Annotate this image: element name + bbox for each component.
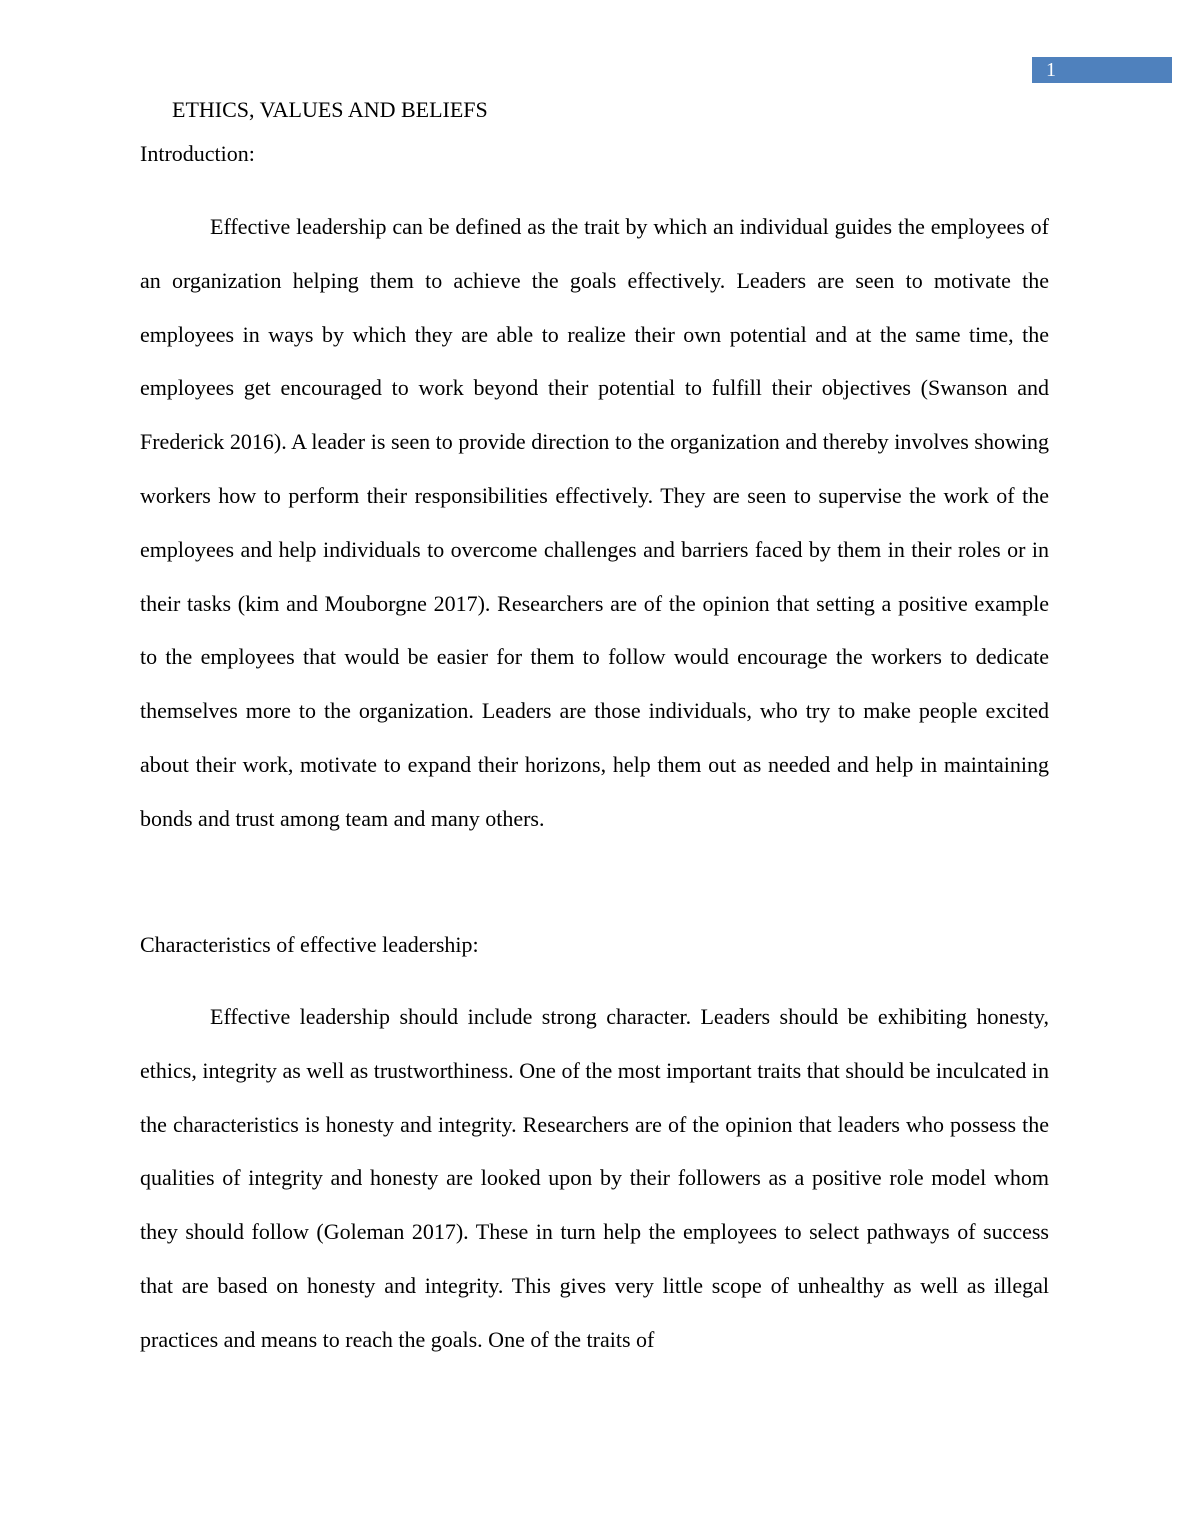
paragraph-introduction: Effective leadership can be defined as the trait by which an individual guides the employees of an organization helping them to achieve the goals effectively. Leaders are seen to motivate the employees in ways by which they are able to realize their own potential and at the same time, the employees get encouraged to work beyond their potential to fulfill their objectives (Swanson and Frederick 2016). A leader is seen to provide direction to the organization and thereby involves showing workers how to perform their responsibilities effectively. They are seen to supervise the work of the employees and help individuals to overcome challenges and barriers faced by them in their roles or in their tasks (kim and Mouborgne 2017). Researchers are of the opinion that setting a positive example to the employees that would be easier for them to follow would encourage the workers to dedicate themselves more to the organization. Leaders are those individuals, who try to make people excited about their work, motivate to expand their horizons, help them out as needed and help in maintaining bonds and trust among team and many others. — [140, 214, 1049, 831]
paragraph-characteristics: Effective leadership should include strong character. Leaders should be exhibiting honesty, ethics, integrity as well as trustworthiness. One of the most important traits that should be inculcated in the characteristics is honesty and integrity. Researchers are of the opinion that leaders who possess the qualities of integrity and honesty are looked upon by their followers as a positive role model whom they should follow (Goleman 2017). These in turn help the employees to select pathways of success that are based on honesty and integrity. This gives very little scope of unhealthy as well as illegal practices and means to reach the goals. One of the traits of — [140, 1004, 1049, 1352]
section-heading-characteristics: Characteristics of effective leadership: — [140, 932, 479, 957]
section-heading-introduction: Introduction: — [140, 141, 255, 166]
page-number: 1 — [1032, 57, 1172, 83]
running-head: ETHICS, VALUES AND BELIEFS — [172, 97, 488, 122]
